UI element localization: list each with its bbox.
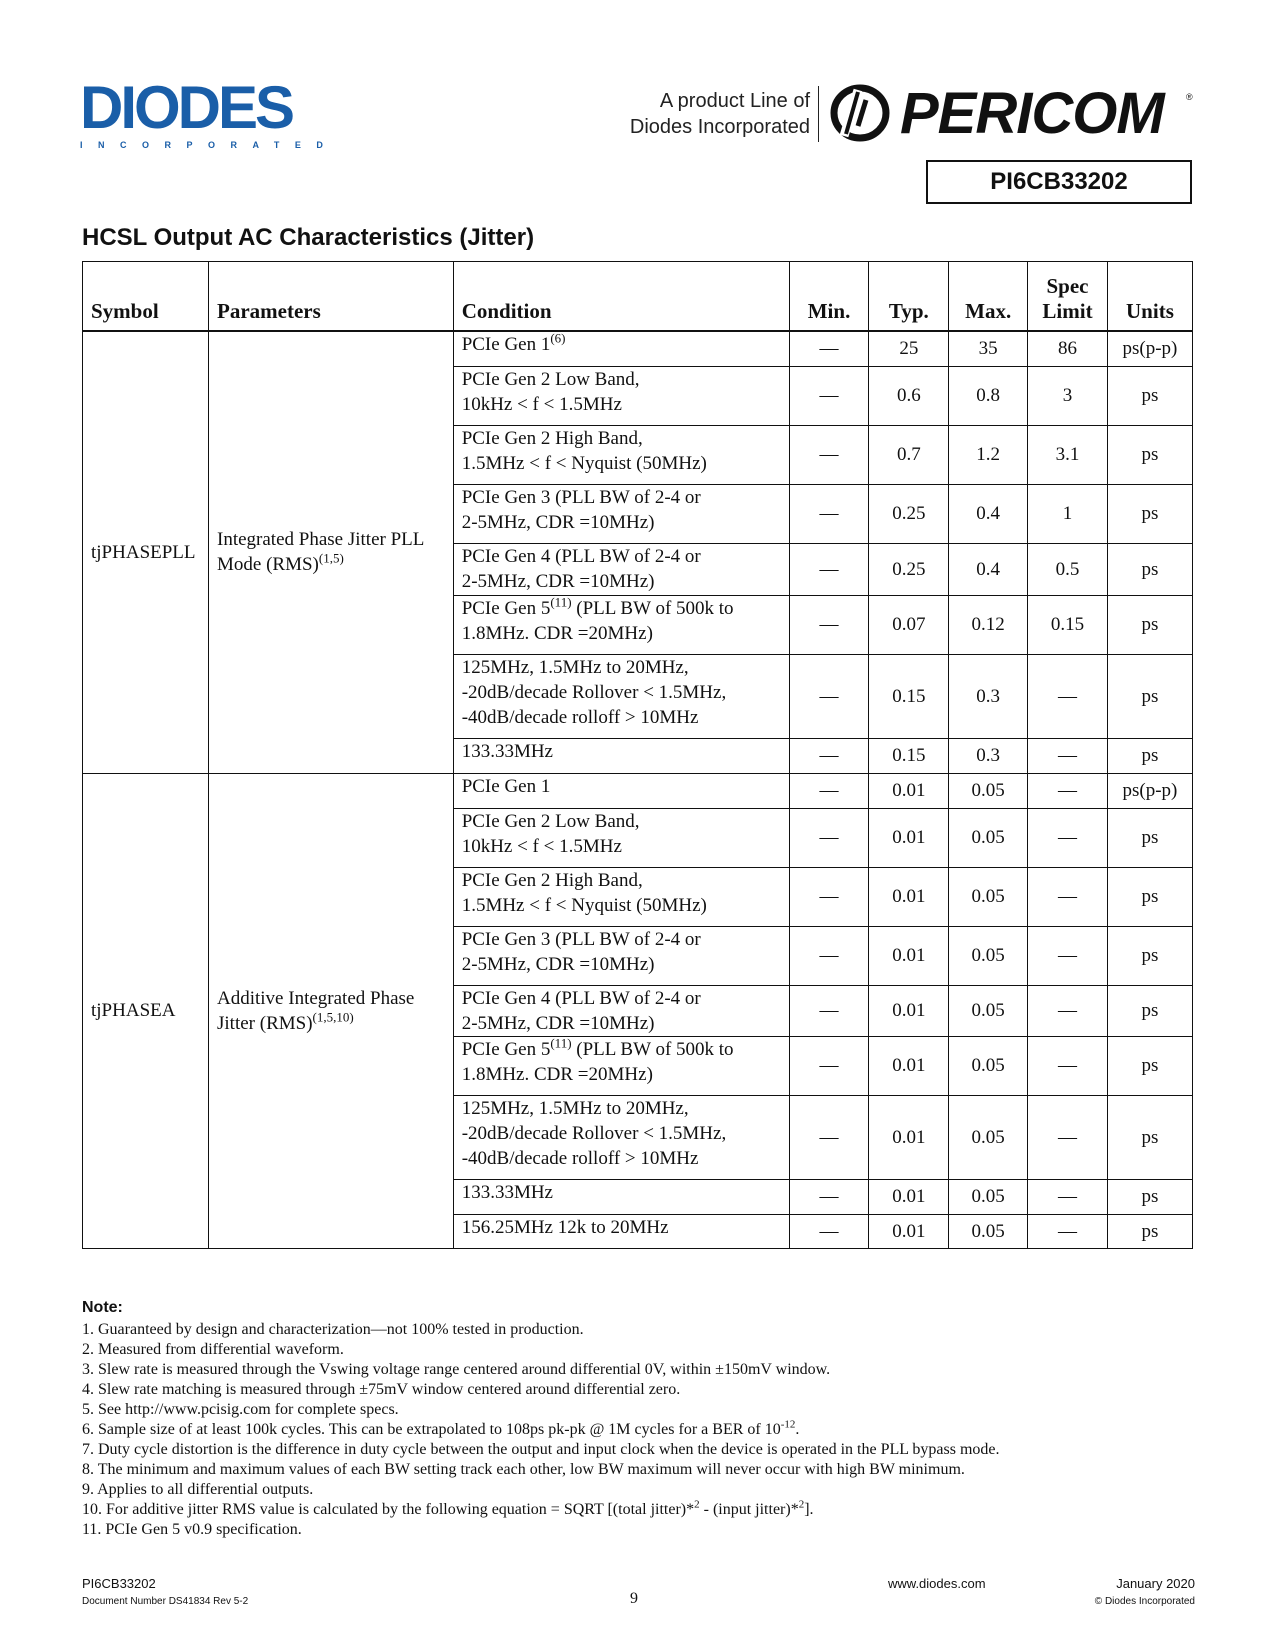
spec-cell: — [1028,654,1108,738]
unit-cell: ps [1107,484,1192,543]
condition-cell: 133.33MHz [453,1179,789,1214]
table-header-row [83,262,1193,332]
condition-line2: 2-5MHz, CDR =10MHz) [461,570,655,592]
note-item: 9. Applies to all differential outputs. [82,1481,314,1498]
product-line-2: Diodes Incorporated [629,116,810,138]
max-cell: 0.4 [949,543,1028,595]
note-item [82,1420,1000,1440]
min-cell: — [789,738,869,773]
spec-cell: — [1028,985,1108,1036]
condition-line1: PCIe Gen 3 (PLL BW of 2-4 or [461,928,701,950]
unit-cell: ps [1107,808,1192,867]
min-cell: — [789,543,869,595]
condition-cell [453,366,789,425]
min-cell: — [789,484,869,543]
typ-cell: 0.01 [869,1214,949,1248]
condition-line2: 10kHz < f < 1.5MHz [461,393,622,415]
col-header-typ: Typ. [869,262,949,332]
condition-text: PCIe Gen 1 [461,334,551,355]
condition-line2: -20dB/decade Rollover < 1.5MHz, [461,1122,727,1144]
spec-cell: — [1028,1095,1108,1179]
typ-cell: 0.7 [869,425,949,484]
parameter-cell [209,331,454,773]
condition-line2: 1.8MHz. CDR =20MHz) [461,622,653,644]
condition-cell [453,595,789,654]
condition-line2: 10kHz < f < 1.5MHz [461,835,622,857]
diodes-logo-subtext: INCORPORATED [80,140,339,150]
condition-line2: 2-5MHz, CDR =10MHz) [461,953,655,975]
note-10-exponent-2: 2 [798,1498,805,1511]
spec-cell: 3.1 [1028,425,1108,484]
condition-cell [453,543,789,595]
col-header-spec-limit [1028,262,1108,332]
notes-title: Note: [82,1299,123,1316]
col-header-parameters: Parameters [209,262,454,332]
min-cell: — [789,867,869,926]
condition-line1: PCIe Gen 2 High Band, [461,427,643,449]
condition-line2: 2-5MHz, CDR =10MHz) [461,511,655,533]
diodes-logo [80,74,340,150]
condition-cell [453,331,789,366]
max-cell: 1.2 [949,425,1028,484]
condition-line1: PCIe Gen 5 [461,1038,551,1060]
note-item: 11. PCIe Gen 5 v0.9 specification. [82,1521,302,1538]
spec-cell: — [1028,1214,1108,1248]
note-item: 2. Measured from differential waveform. [82,1341,344,1358]
max-cell: 0.05 [949,985,1028,1036]
note-item: 5. See http://www.pcisig.com for complete specs. [82,1401,399,1418]
parameter-cell [209,773,454,1248]
min-cell: — [789,595,869,654]
typ-cell: 0.15 [869,738,949,773]
col-header-max: Max. [949,262,1028,332]
note-10-text-c: ]. [804,1501,814,1518]
condition-cell [453,926,789,985]
spec-cell: 1 [1028,484,1108,543]
typ-cell: 0.01 [869,867,949,926]
col-header-units: Units [1107,262,1192,332]
unit-cell: ps [1107,1036,1192,1095]
condition-line1: PCIe Gen 5 [461,597,551,619]
notes-section [82,1298,1000,1540]
max-cell: 0.8 [949,366,1028,425]
condition-line1: PCIe Gen 4 (PLL BW of 2-4 or [461,987,701,1009]
part-number-box: PI6CB33202 [926,160,1192,204]
spec-cell: — [1028,1179,1108,1214]
unit-cell: ps [1107,543,1192,595]
footer-part-number: PI6CB33202 [82,1576,156,1591]
min-cell: — [789,1095,869,1179]
col-header-condition: Condition [453,262,789,332]
unit-cell: ps [1107,1214,1192,1248]
typ-cell: 0.15 [869,654,949,738]
unit-cell: ps [1107,738,1192,773]
condition-line1: 125MHz, 1.5MHz to 20MHz, [461,1097,689,1119]
col-header-spec-line1: Spec [1046,274,1089,298]
max-cell: 0.3 [949,738,1028,773]
typ-cell: 0.01 [869,808,949,867]
condition-footnote: (6) [550,330,566,346]
footer-copyright: © Diodes Incorporated [1094,1596,1195,1607]
condition-line1: 125MHz, 1.5MHz to 20MHz, [461,656,689,678]
spec-cell: — [1028,808,1108,867]
jitter-characteristics-table [82,261,1193,1249]
condition-cell [453,985,789,1036]
max-cell: 0.05 [949,1095,1028,1179]
product-line-text [630,88,810,140]
spec-cell: — [1028,738,1108,773]
max-cell: 0.05 [949,1214,1028,1248]
spec-cell: — [1028,867,1108,926]
condition-cell [453,867,789,926]
typ-cell: 0.01 [869,926,949,985]
min-cell: — [789,773,869,808]
typ-cell: 0.25 [869,484,949,543]
condition-line2: 1.5MHz < f < Nyquist (50MHz) [461,894,707,916]
pericom-logo-icon [828,84,892,142]
header-divider [818,86,819,142]
spec-cell: 3 [1028,366,1108,425]
parameter-footnote: (1,5,10) [312,1009,354,1025]
condition-cell: 156.25MHz 12k to 20MHz [453,1214,789,1248]
min-cell: — [789,808,869,867]
condition-cell: PCIe Gen 1 [453,773,789,808]
note-item: 8. The minimum and maximum values of each BW setting track each other, low BW maximum will never occur with high BW minimum. [82,1461,965,1478]
note-item: 7. Duty cycle distortion is the difference in duty cycle between the output and input clock when the device is operated in the PLL bypass mode. [82,1441,1000,1458]
unit-cell: ps [1107,985,1192,1036]
spec-cell: — [1028,773,1108,808]
section-title: HCSL Output AC Characteristics (Jitter) [82,224,535,251]
typ-cell: 0.01 [869,1036,949,1095]
min-cell: — [789,926,869,985]
spec-cell: 0.15 [1028,595,1108,654]
note-6-exponent: -12 [780,1418,796,1431]
min-cell: — [789,1036,869,1095]
table-row [83,331,1193,366]
max-cell: 0.3 [949,654,1028,738]
unit-cell: ps(p-p) [1107,331,1192,366]
condition-footnote: (11) [550,1035,572,1051]
max-cell: 0.05 [949,867,1028,926]
col-header-spec-line2: Limit [1042,299,1093,323]
max-cell: 0.05 [949,926,1028,985]
condition-line2: -20dB/decade Rollover < 1.5MHz, [461,681,727,703]
spec-cell: — [1028,1036,1108,1095]
condition-cell [453,1095,789,1179]
note-item [82,1500,1000,1520]
pericom-registered-mark: ® [1186,92,1193,102]
typ-cell: 0.25 [869,543,949,595]
unit-cell: ps [1107,425,1192,484]
note-6-text: 6. Sample size of at least 100k cycles. This can be extrapolated to 108ps pk-pk @ 1M cycles for a BER of 10 [82,1421,781,1438]
condition-line1-end: (PLL BW of 500k to [571,1038,734,1060]
max-cell: 0.05 [949,808,1028,867]
condition-line1: PCIe Gen 2 High Band, [461,869,643,891]
spec-cell: 0.5 [1028,543,1108,595]
unit-cell: ps [1107,595,1192,654]
min-cell: — [789,366,869,425]
unit-cell: ps [1107,1095,1192,1179]
condition-cell [453,654,789,738]
typ-cell: 25 [869,331,949,366]
footer-website-link[interactable]: www.diodes.com [888,1576,986,1591]
typ-cell: 0.07 [869,595,949,654]
unit-cell: ps(p-p) [1107,773,1192,808]
condition-line2: 2-5MHz, CDR =10MHz) [461,1012,655,1034]
parameter-text: Additive Integrated Phase Jitter (RMS) [217,987,415,1034]
footer-date: January 2020 [1116,1576,1195,1591]
condition-line3: -40dB/decade rolloff > 10MHz [461,706,699,728]
note-10-exponent-1: 2 [694,1498,700,1511]
condition-cell [453,425,789,484]
symbol-cell: tjPHASEPLL [83,331,209,773]
condition-cell [453,484,789,543]
condition-cell [453,808,789,867]
footer-document-number: Document Number DS41834 Rev 5-2 [82,1596,249,1607]
diodes-logo-text: DIODES [80,74,293,141]
col-header-symbol: Symbol [83,262,209,332]
min-cell: — [789,1214,869,1248]
max-cell: 0.05 [949,1179,1028,1214]
note-item: 4. Slew rate matching is measured through ±75mV window centered around differential zero. [82,1381,681,1398]
parameter-footnote: (1,5) [318,550,344,566]
note-6-end: . [795,1421,800,1438]
typ-cell: 0.01 [869,985,949,1036]
unit-cell: ps [1107,1179,1192,1214]
typ-cell: 0.01 [869,1179,949,1214]
table-row [83,773,1193,808]
product-line-1: A product Line of [659,90,810,112]
max-cell: 0.05 [949,773,1028,808]
condition-line1: PCIe Gen 4 (PLL BW of 2-4 or [461,545,701,567]
min-cell: — [789,1179,869,1214]
spec-cell: 86 [1028,331,1108,366]
condition-line1-end: (PLL BW of 500k to [571,597,734,619]
parameter-text: Integrated Phase Jitter PLL Mode (RMS) [217,529,424,576]
max-cell: 0.4 [949,484,1028,543]
note-item: 1. Guaranteed by design and characterization—not 100% tested in production. [82,1321,584,1338]
typ-cell: 0.6 [869,366,949,425]
spec-cell: — [1028,926,1108,985]
footer-page-number: 9 [630,1590,638,1607]
note-10-text-b: - (input jitter)* [699,1501,799,1518]
condition-line1: PCIe Gen 2 Low Band, [461,810,640,832]
typ-cell: 0.01 [869,773,949,808]
condition-line2: 1.5MHz < f < Nyquist (50MHz) [461,452,707,474]
typ-cell: 0.01 [869,1095,949,1179]
col-header-min: Min. [789,262,869,332]
unit-cell: ps [1107,366,1192,425]
unit-cell: ps [1107,926,1192,985]
note-10-text-a: 10. For additive jitter RMS value is calculated by the following equation = SQRT [(total jitter)* [82,1501,695,1518]
condition-line1: PCIe Gen 3 (PLL BW of 2-4 or [461,486,701,508]
note-item: 3. Slew rate is measured through the Vswing voltage range centered around differential 0V, within ±150mV window. [82,1361,831,1378]
pericom-logo-text: PERICOM [900,81,1164,146]
unit-cell: ps [1107,867,1192,926]
condition-line1: PCIe Gen 2 Low Band, [461,368,640,390]
symbol-cell: tjPHASEA [83,773,209,1248]
condition-line2: 1.8MHz. CDR =20MHz) [461,1063,653,1085]
max-cell: 0.05 [949,1036,1028,1095]
max-cell: 35 [949,331,1028,366]
condition-line3: -40dB/decade rolloff > 10MHz [461,1147,699,1169]
unit-cell: ps [1107,654,1192,738]
condition-cell [453,1036,789,1095]
min-cell: — [789,331,869,366]
max-cell: 0.12 [949,595,1028,654]
min-cell: — [789,985,869,1036]
min-cell: — [789,654,869,738]
condition-footnote: (11) [550,594,572,610]
min-cell: — [789,425,869,484]
condition-cell: 133.33MHz [453,738,789,773]
